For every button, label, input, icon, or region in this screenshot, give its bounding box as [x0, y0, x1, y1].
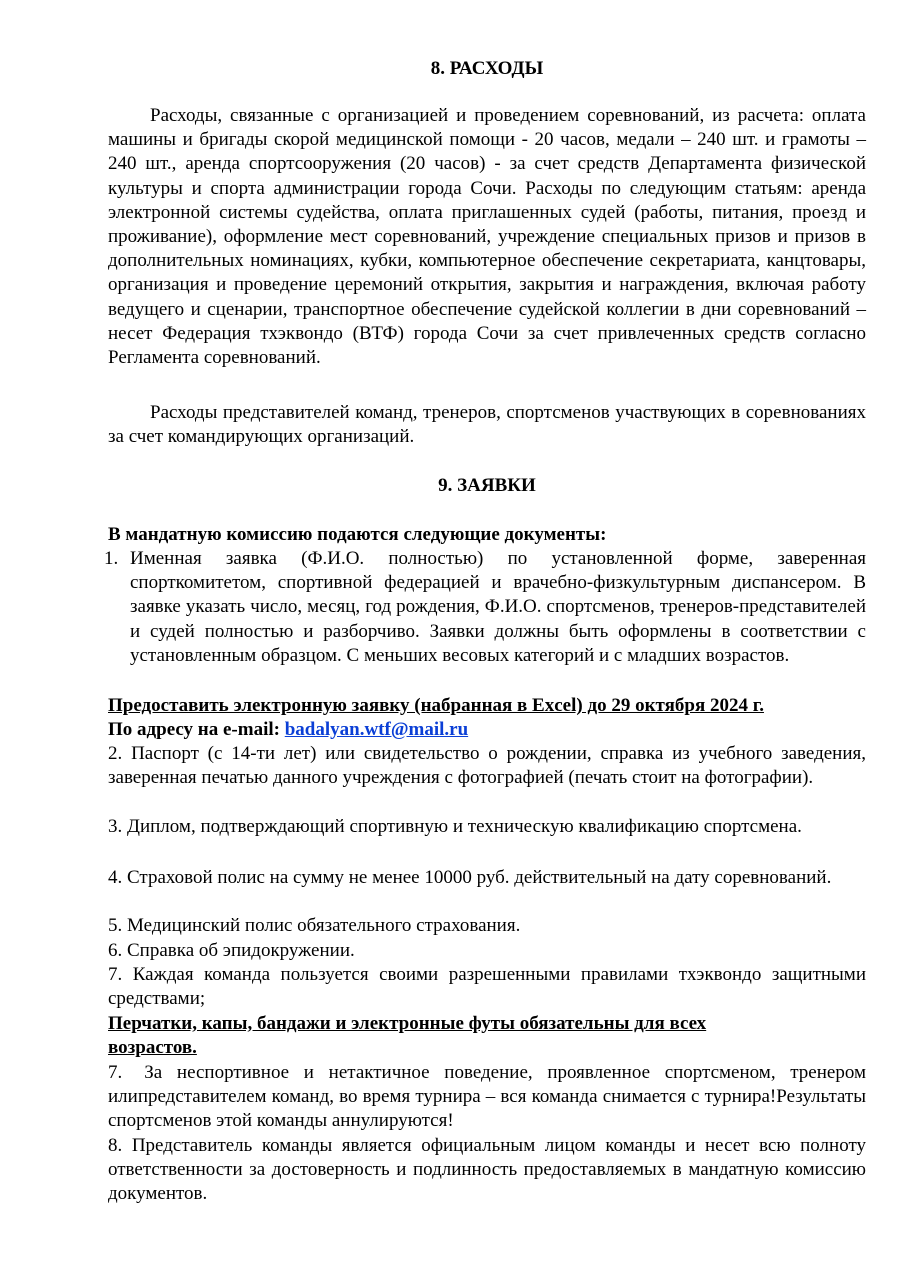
- deadline-notice: Предоставить электронную заявку (набранная в Excel) до 29 октября 2024 г.: [108, 695, 764, 716]
- list-item-8: 8. Представитель команды является официальным лицом команды и несет всю полноту ответственности за достоверность и подлинность предоставляемых в мандатную комиссию документов.: [108, 1135, 866, 1205]
- list-item-7b: [108, 1061, 866, 1134]
- email-label: По адресу на e-mail:: [108, 719, 285, 740]
- protective-gear-notice-line-1: Перчатки, капы, бандажи и электронные футы обязательны для всех: [108, 1013, 707, 1034]
- protective-gear-notice-line-2: возрастов.: [108, 1037, 197, 1058]
- list-item-5: 5. Медицинский полис обязательного страхования.: [108, 915, 521, 936]
- list-item-4: 4. Страховой полис на сумму не менее 10000 руб. действительный на дату соревнований.: [108, 867, 832, 888]
- list-item-7b-text: За неспортивное и нетактичное поведение, проявленное спортсменом, тренером илипредставителем команд, во время турнира – вся команда снимается с турнира!Результаты спортсменов этой команды аннулируются!: [108, 1062, 866, 1132]
- list-item-6: 6. Справка об эпидокружении.: [108, 940, 355, 961]
- list-item-7b-number: 7.: [108, 1062, 123, 1083]
- list-item-2: 2. Паспорт (с 14-ти лет) или свидетельство о рождении, справка из учебного заведения, заверенная печатью данного учреждения с фотографией (печать стоит на фотографии).: [108, 743, 866, 789]
- list-item-1: [104, 547, 866, 668]
- email-link[interactable]: badalyan.wtf@mail.ru: [284, 719, 469, 740]
- section-8-paragraph-1: Расходы, связанные с организацией и проведением соревнований, из расчета: оплата машины и бригады скорой медицинской помощи - 20 часов, медали – 240 шт. и грамоты – 240 шт., аренда спортсооружения (20 часов) - за счет средств Департамента физической культуры и спорта администрации города Сочи. Расходы по следующим статьям: аренда электронной системы судейства, оплата приглашенных судей (работы, питания, проезд и проживание), оформление мест соревнований, учреждение специальных призов и призов в дополнительных номинациях, кубки, компьютерное обеспечение секретариата, канцтовары, организация и проведение церемоний открытия, закрытия и награждения, включая работу ведущего и сценарии, транспортное обеспечение судейской коллегии в дни соревнований – несет Федерация тхэквондо (ВТФ) города Сочи за счет привлеченных средств согласно Регламента соревнований.: [108, 105, 866, 369]
- section-8-paragraph-2: Расходы представителей команд, тренеров, спортсменов участвующих в соревнованиях за счет командирующих организаций.: [108, 402, 866, 448]
- section-8-title: 8. РАСХОДЫ: [430, 58, 544, 79]
- list-item-3: 3. Диплом, подтверждающий спортивную и техническую квалификацию спортсмена.: [108, 816, 802, 837]
- list-item-1-text: Именная заявка (Ф.И.О. полностью) по установленной форме, заверенная спорткомитетом, спортивной федерацией и врачебно-физкультурным диспансером. В заявке указать число, месяц, год рождения, Ф.И.О. спортсменов, тренеров-представителей и судей полностью и разборчиво. Заявки должны быть оформлены в соответствии с установленным образцом. С меньших весовых категорий и с младших возрастов.: [130, 548, 866, 666]
- section-9-title: 9. ЗАЯВКИ: [438, 475, 536, 496]
- email-line: [108, 718, 866, 742]
- list-item-1-number: 1.: [104, 548, 119, 569]
- list-item-7a: 7. Каждая команда пользуется своими разрешенными правилами тхэквондо защитными средствами;: [108, 964, 866, 1010]
- documents-intro: В мандатную комиссию подаются следующие документы:: [108, 524, 607, 545]
